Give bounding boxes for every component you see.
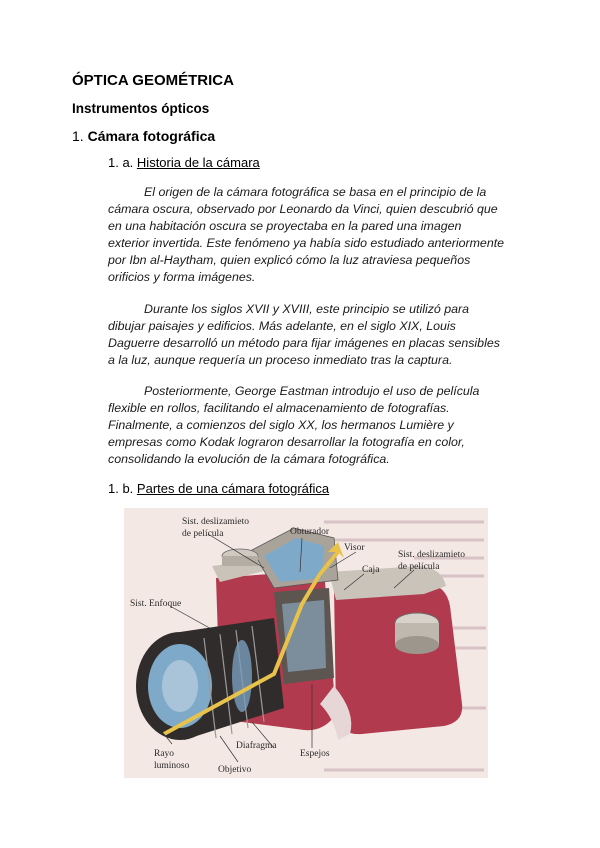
paragraph-line: consolidando la evolución de la cámara fotográfica. <box>108 452 390 466</box>
label-sist-deslizamiento-left: Sist. deslizamieto <box>182 517 250 527</box>
label-rayo: Rayo <box>154 749 175 759</box>
paragraph-1 <box>108 184 528 286</box>
film-knob-base <box>395 636 439 654</box>
label-objetivo: Objetivo <box>218 765 252 775</box>
subsection-b-title: Partes de una cámara fotográfica <box>136 481 330 496</box>
paragraph-line: flexible en rollos, facilitando el almacenamiento de fotografías. <box>108 401 450 415</box>
paragraph-line: en una habitación oscura se proyectaba en la pared una imagen <box>108 219 462 233</box>
section-heading <box>72 128 215 144</box>
paragraph-line: orificios y forma imágenes. <box>108 270 256 284</box>
paragraph-line: exterior invertida. Este fenómeno ya había sido estudiado anteriormente <box>108 236 505 250</box>
paragraph-line: Posteriormente, George Eastman introdujo el uso de película <box>144 384 480 398</box>
label-espejos: Espejos <box>300 749 330 759</box>
paragraph-line: Finalmente, a comienzos del siglo XX, los hermanos Lumière y <box>108 418 454 432</box>
paragraph-line: El origen de la cámara fotográfica se basa en el principio de la <box>144 185 487 199</box>
paragraph-3 <box>108 383 528 468</box>
label-obturador: Obturador <box>290 527 330 537</box>
label-sist-deslizamiento-right: Sist. deslizamieto <box>398 550 466 560</box>
section-number: 1. <box>72 128 84 144</box>
label-diafragma: Diafragma <box>236 741 277 751</box>
subsection-b-heading <box>108 481 329 496</box>
paragraph-line: a la luz, aunque requería un proceso inmediato tras la captura. <box>108 353 453 367</box>
document-title: ÓPTICA GEOMÉTRICA <box>72 72 234 89</box>
camera-illustration <box>124 508 488 778</box>
subsection-b-number: 1. b. <box>108 481 134 496</box>
subsection-a-number: 1. a. <box>108 155 134 170</box>
label-sist-deslizamiento-left-2: de película <box>182 529 224 539</box>
paragraph-line: empresas como Kodak lograron desarrollar la fotografía en color, <box>108 435 465 449</box>
label-rayo-2: luminoso <box>154 761 190 771</box>
section-title: Cámara fotográfica <box>87 128 216 144</box>
camera-body-right <box>334 583 462 734</box>
camera-diagram <box>124 508 488 778</box>
lens-highlight <box>162 660 198 712</box>
paragraph-line: por Ibn al-Haytham, quien explicó cómo la luz atraviesa pequeños <box>108 253 471 267</box>
paragraph-line: Durante los siglos XVII y XVIII, este principio se utilizó para <box>144 302 470 316</box>
subsection-a-title: Historia de la cámara <box>136 155 260 170</box>
paragraph-line: cámara oscura, observado por Leonardo da Vinci, quien descubrió que <box>108 202 498 216</box>
label-sist-deslizamiento-right-2: de película <box>398 562 440 572</box>
label-sist-enfoque: Sist. Enfoque <box>130 599 182 609</box>
rear-lens-glass <box>232 640 252 712</box>
paragraph-line: Daguerre desarrolló un método para fijar imágenes en placas sensibles <box>108 336 500 350</box>
document-subtitle: Instrumentos ópticos <box>72 101 210 116</box>
label-visor: Visor <box>344 543 365 553</box>
paragraph-2 <box>108 301 528 369</box>
label-caja: Caja <box>362 565 380 575</box>
paragraph-line: dibujar paisajes y edificios. Más adelante, en el siglo XIX, Louis <box>108 319 456 333</box>
subsection-a-heading <box>108 155 260 170</box>
